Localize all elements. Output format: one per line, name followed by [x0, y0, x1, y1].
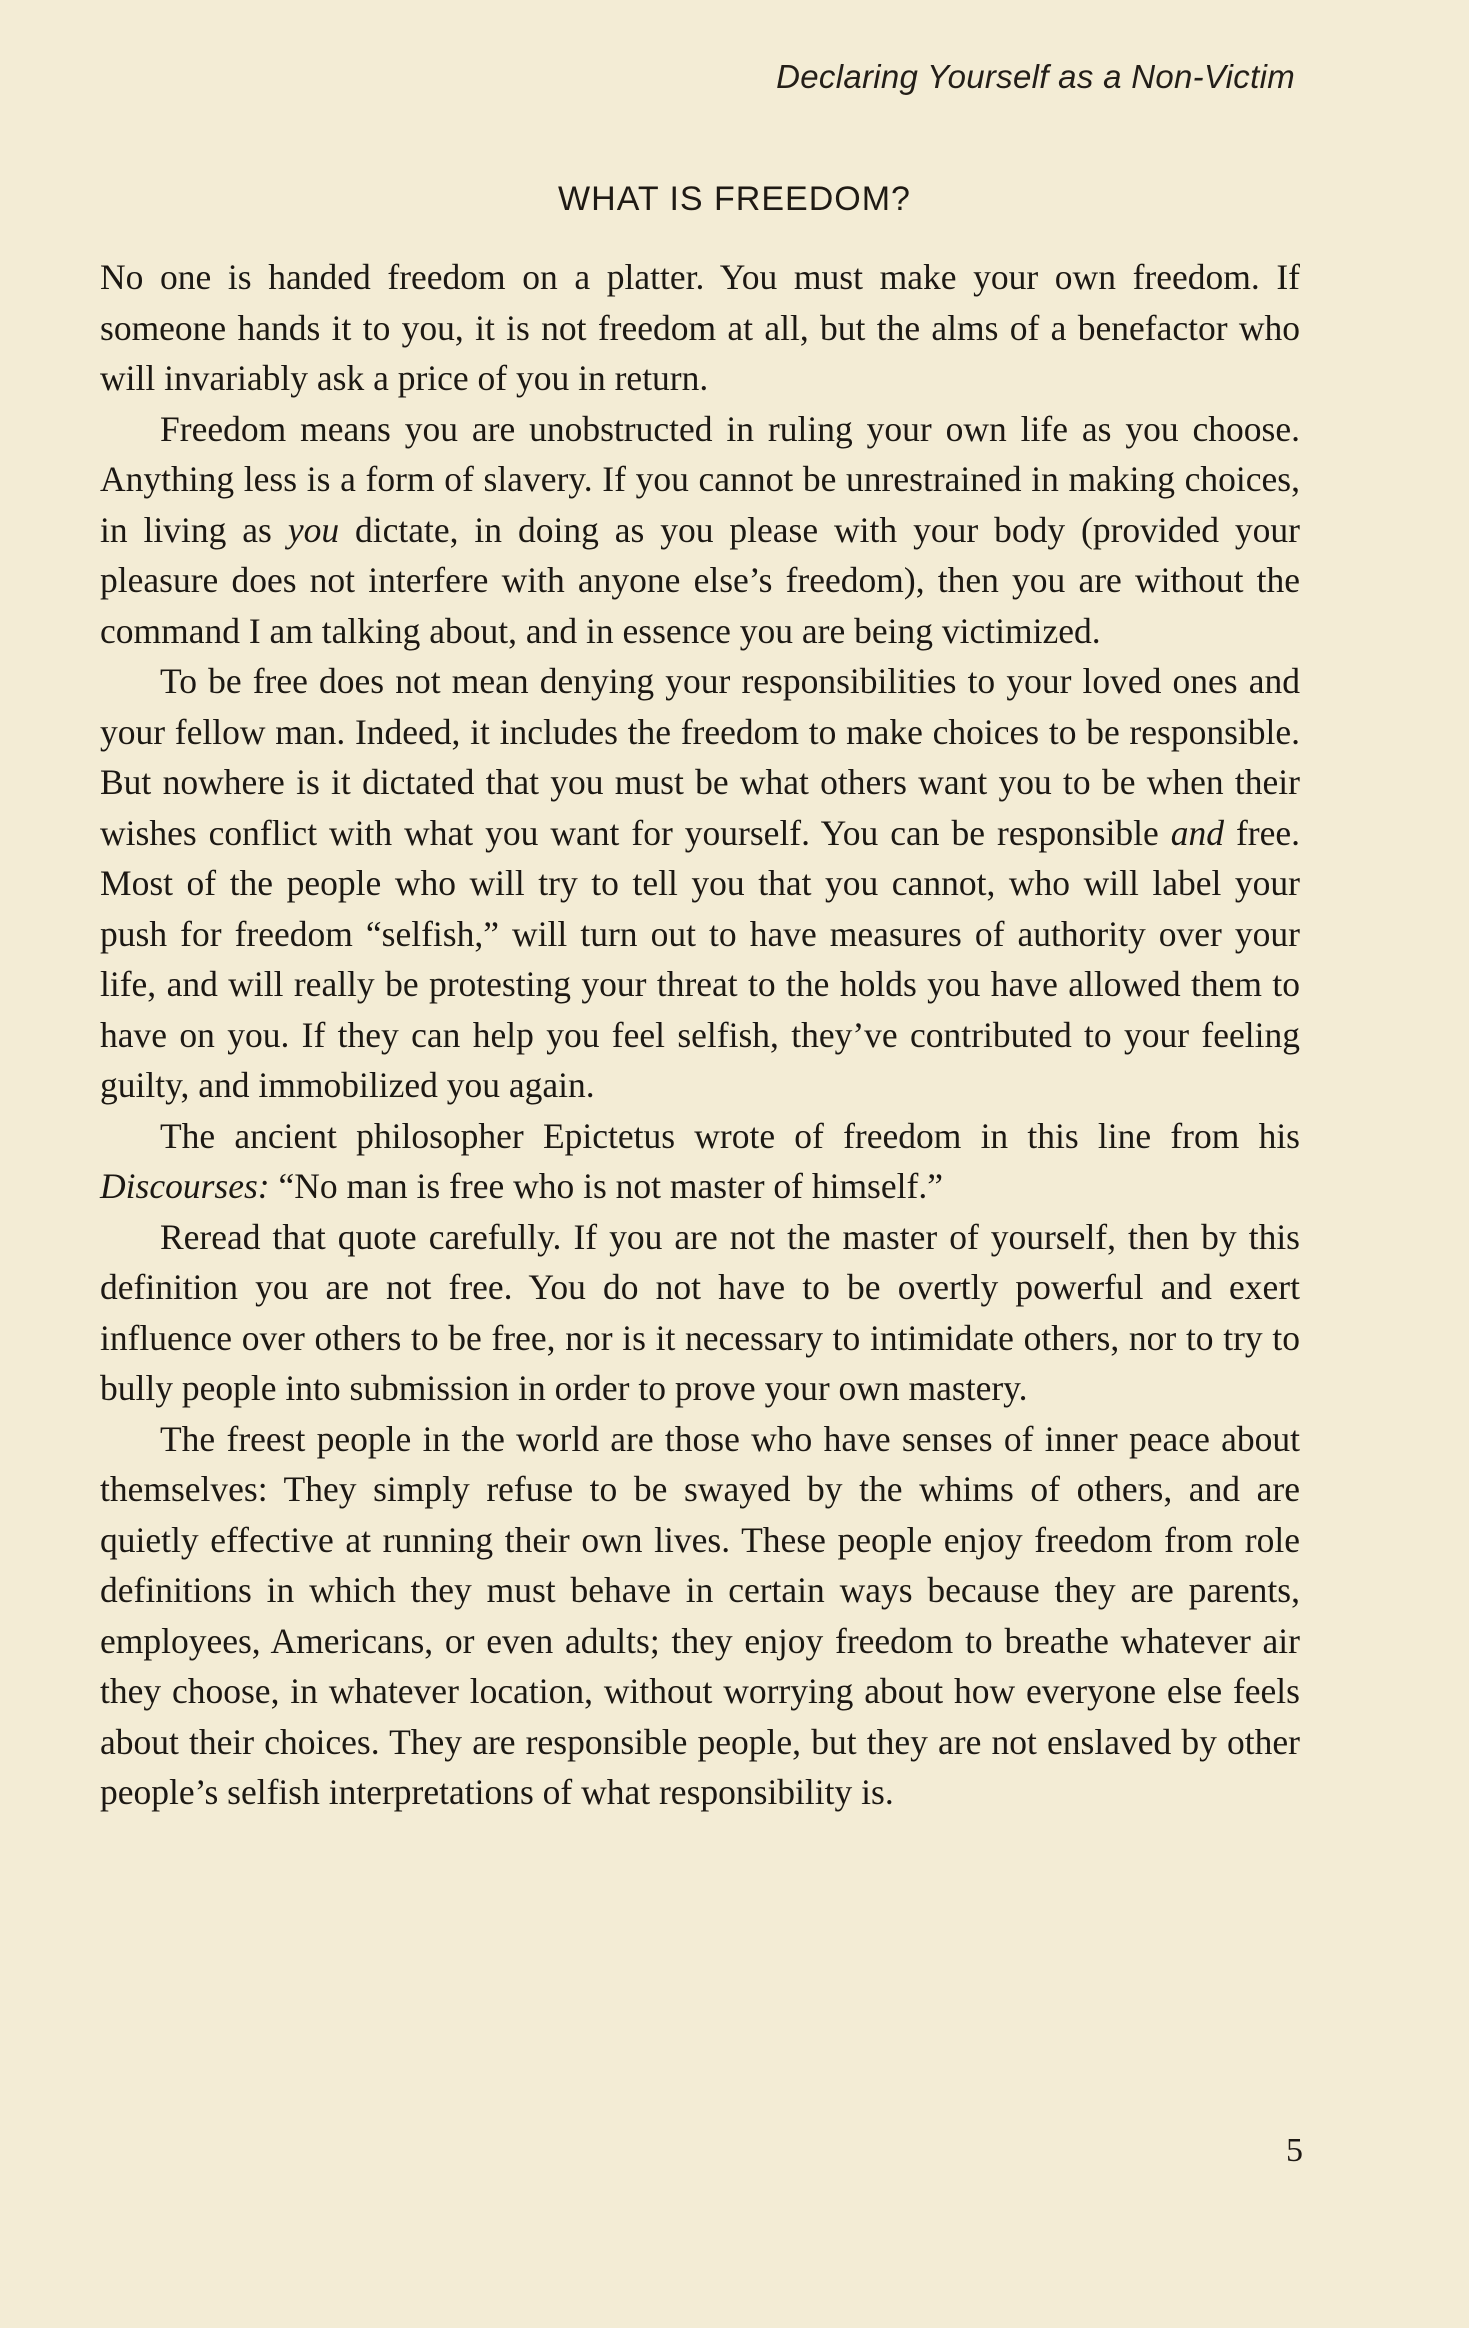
paragraph-4-book-title: Discourses: — [100, 1166, 270, 1206]
paragraph-3-text-b: free. Most of the people who will try to tell you that you cannot, who will label your push for freedom “selfish,” will turn out to have measures of authority over your life, and will really be protesting your threat to the holds you have allowed them to have on you. If they can help you feel selfish, they’ve contributed to your feeling guilty, and immobilized you again. — [100, 812, 1300, 1105]
paragraph-1-text: No one is handed freedom on a platter. You must make your own freedom. If someone hands it to you, it is not freedom at all, but the alms of a benefactor who will invariably ask a price of you in return. — [100, 257, 1300, 398]
paragraph-4-quote: “No man is free who is not master of himself.” — [269, 1166, 943, 1206]
paragraph-4 — [100, 1111, 1300, 1212]
section-title: WHAT IS FREEDOM? — [558, 180, 911, 218]
paragraph-3 — [100, 656, 1300, 1111]
paragraph-3-text-a: To be free does not mean denying your responsibilities to your loved ones and your fellow man. Indeed, it includes the freedom to make choices to be responsible. But nowhere is it dictated that you must be what others want you to be when their wishes conflict with what you want for yourself. You can be responsible — [100, 661, 1300, 853]
paragraph-5-text: Reread that quote carefully. If you are not the master of yourself, then by this definition you are not free. You do not have to be overtly powerful and exert influence over others to be free, nor is it necessary to intimidate others, nor to try to bully people into submission in order to prove your own mastery. — [100, 1216, 1300, 1408]
running-header: Declaring Yourself as a Non-Victim — [776, 58, 1295, 95]
paragraph-3-emphasis: and — [1170, 812, 1224, 853]
body-text — [100, 252, 1300, 1818]
page-number: 5 — [1286, 2132, 1303, 2169]
paragraph-2-text-b: dictate, in doing as you please with your body (provided your pleasure does not interfere with anyone else’s freedom), then you are without the command I am talking about, and in essence you are being victimized. — [100, 509, 1301, 651]
paragraph-5 — [100, 1212, 1300, 1414]
paragraph-2-emphasis: you — [287, 509, 340, 550]
paragraph-4-text-a: The ancient philosopher Epictetus wrote of freedom in this line from his — [160, 1115, 1300, 1156]
paragraph-2-text-a: Freedom means you are unobstructed in ruling your own life as you choose. Anything less is a form of slavery. If you cannot be unrestrained in making choices, in living as — [100, 408, 1300, 550]
paragraph-1 — [100, 252, 1300, 404]
paragraph-2 — [100, 404, 1300, 657]
paragraph-6 — [100, 1414, 1300, 1818]
paragraph-6-text: The freest people in the world are those who have senses of inner peace about themselves: They simply refuse to be swayed by the whims of others, and are quietly effective at running their own lives. These people enjoy freedom from role definitions in which they must behave in certain ways because they are parents, employees, Americans, or even adults; they enjoy freedom to breathe whatever air they choose, in whatever location, without worrying about how everyone else feels about their choices. They are responsible people, but they are not enslaved by other people’s selfish interpretations of what responsibility is. — [100, 1418, 1300, 1812]
